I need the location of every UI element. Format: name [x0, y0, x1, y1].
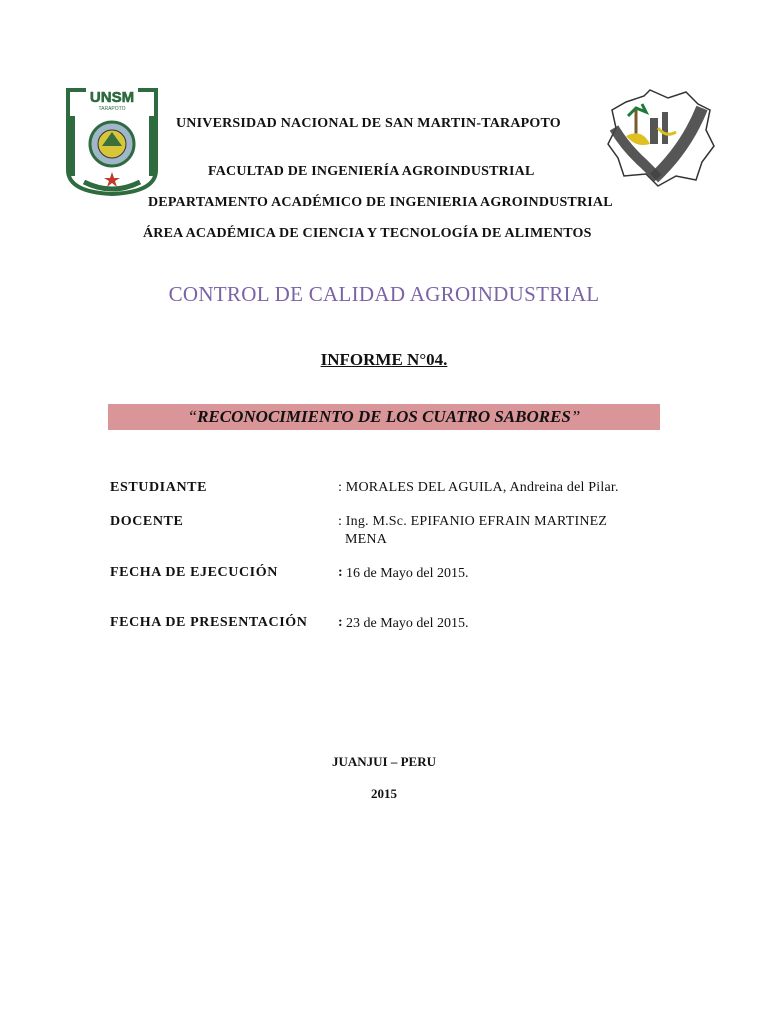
faculty-name: FACULTAD DE INGENIERÍA AGROINDUSTRIAL [208, 164, 535, 179]
presentation-date-colon: : [338, 615, 343, 630]
execution-date-value: 16 de Mayo del 2015. [346, 566, 469, 581]
agroindustrial-logo [606, 88, 716, 188]
execution-date-label: FECHA DE EJECUCIÓN [110, 565, 278, 580]
student-value: : MORALES DEL AGUILA, Andreina del Pilar. [338, 480, 619, 495]
report-number: INFORME N°04. [320, 350, 448, 369]
student-label: ESTUDIANTE [110, 480, 208, 495]
unsm-logo [64, 86, 160, 196]
execution-date-colon: : [338, 565, 343, 580]
teacher-label: DOCENTE [110, 514, 184, 529]
teacher-value-line2: MENA [345, 532, 388, 547]
unsm-logo-letters: UNSM [89, 89, 135, 106]
unsm-logo-sub: TARAPOTO [98, 106, 126, 112]
teacher-value-line1: : Ing. M.Sc. EPIFANIO EFRAIN MARTINEZ [338, 514, 608, 529]
topic-text: RECONOCIMIENTO DE LOS CUATRO SABORES [197, 407, 571, 426]
unsm-seal-icon [64, 86, 160, 196]
topic-close-quote: ” [570, 407, 581, 426]
topic-banner [108, 404, 660, 430]
agroindustrial-gear-icon [606, 88, 716, 188]
department-name: DEPARTAMENTO ACADÉMICO DE INGENIERIA AGROINDUSTRIAL [148, 195, 613, 210]
presentation-date-value: 23 de Mayo del 2015. [346, 616, 469, 631]
presentation-date-label: FECHA DE PRESENTACIÓN [110, 615, 308, 630]
university-name: UNIVERSIDAD NACIONAL DE SAN MARTIN-TARAPOTO [176, 116, 561, 131]
place: JUANJUI – PERU [332, 754, 436, 769]
course-title: CONTROL DE CALIDAD AGROINDUSTRIAL [168, 282, 600, 306]
year: 2015 [371, 786, 397, 801]
topic-open-quote: “ [187, 407, 198, 426]
academic-area: ÁREA ACADÉMICA DE CIENCIA Y TECNOLOGÍA DE ALIMENTOS [143, 226, 592, 241]
